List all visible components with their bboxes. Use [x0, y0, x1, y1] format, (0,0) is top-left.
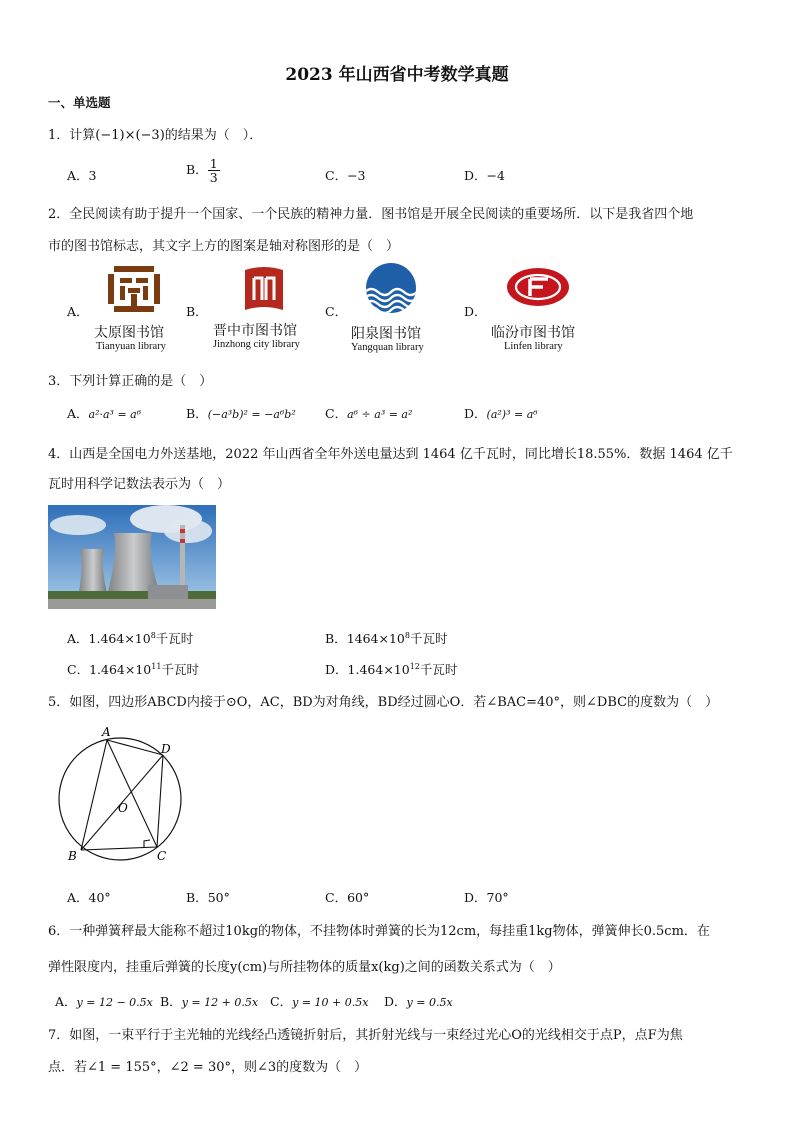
linfen-library-en: Linfen library: [504, 341, 563, 352]
option-label: B．: [186, 406, 208, 421]
option-text: 50°: [207, 890, 230, 905]
q6-stem-line2: 弹性限度内，挂重后弹簧的长度y(cm)与所挂物体的质量x(kg)之间的函数关系式为（ ）: [48, 960, 561, 975]
option-exponent: 8: [150, 630, 156, 640]
linfen-library-cn: 临汾市图书馆: [491, 325, 575, 341]
option-text: y = 10 + 0.5x: [292, 996, 369, 1009]
q3-stem: 3．下列计算正确的是（ ）: [48, 374, 213, 389]
option-text: 40°: [88, 890, 111, 905]
q3-option-a[interactable]: [67, 404, 141, 422]
q4-option-b[interactable]: [325, 629, 448, 647]
segment-bc: [81, 847, 157, 850]
q1-option-a[interactable]: [67, 166, 96, 184]
option-label: D．: [464, 890, 487, 905]
option-text: y = 12 + 0.5x: [181, 996, 259, 1009]
q6-stem-line1: 6．一种弹簧秤最大能称不超过10kg的物体，不挂物体时弹簧的长为12cm，每挂重1kg物体，弹簧伸长0.5cm．在: [48, 924, 710, 939]
option-label: D．: [325, 662, 348, 677]
q1-option-c[interactable]: [325, 166, 366, 184]
q5-option-a[interactable]: [67, 888, 111, 906]
option-exponent: 12: [409, 661, 420, 671]
point-o-label: O: [118, 801, 128, 815]
option-text: a²·a³ = a⁶: [88, 408, 142, 421]
q1-option-d[interactable]: [464, 166, 505, 184]
point-b-label: B: [68, 849, 77, 863]
q5-stem: 5．如图，四边形ABCD内接于⊙O，AC，BD为对角线，BD经过圆心O．若∠BAC=40°，则∠DBC的度数为（ ）: [48, 695, 719, 710]
q3-option-b[interactable]: [186, 404, 296, 422]
option-mantissa: 1.464×10: [347, 662, 410, 677]
option-label: C．: [325, 890, 348, 905]
q6-option-a[interactable]: [55, 992, 153, 1010]
option-text: 70°: [486, 890, 509, 905]
option-text: 60°: [347, 890, 370, 905]
segment-cd: [157, 755, 163, 847]
option-label: A．: [55, 994, 77, 1009]
option-unit: 千瓦时: [409, 631, 448, 646]
option-label: B．: [186, 890, 208, 905]
fraction-numerator: 1: [209, 156, 218, 171]
q4-stem-line1: 4．山西是全国电力外送基地，2022 年山西省全年外送电量达到 1464 亿千瓦时，同比增长18.55%．数据 1464 亿千: [48, 447, 733, 462]
option-exponent: 11: [151, 661, 162, 671]
q1-stem: 1．计算(−1)×(−3)的结果为（ ）．: [48, 128, 263, 143]
option-label: A．: [67, 890, 89, 905]
taiyuan-library-en: Tianyuan library: [96, 341, 166, 352]
option-mantissa: 1.464×10: [88, 631, 151, 646]
q6-option-b[interactable]: [160, 992, 258, 1010]
option-unit: 千瓦时: [155, 631, 194, 646]
yangquan-library-cn: 阳泉图书馆: [351, 326, 421, 342]
taiyuan-library-cn: 太原图书馆: [94, 325, 164, 341]
jinzhong-library-logo-icon: [242, 264, 286, 312]
segment-ad: [107, 740, 163, 755]
q5-option-b[interactable]: [186, 888, 230, 906]
option-label: B．: [325, 631, 347, 646]
option-label: D．: [464, 168, 487, 183]
option-label: D．: [464, 406, 487, 421]
jinzhong-library-en: Jinzhong city library: [213, 339, 300, 350]
cooling-tower-photo: [48, 505, 216, 609]
option-text: y = 0.5x: [406, 996, 453, 1009]
point-c-label: C: [157, 849, 167, 863]
option-label: B．: [186, 162, 208, 177]
page-title: 2023 年山西省中考数学真题: [285, 65, 509, 85]
option-text: −3: [347, 168, 366, 183]
q7-stem-line1: 7．如图，一束平行于主光轴的光线经凸透镜折射后，其折射光线与一束经过光心O的光线相交于点P，点F为焦: [48, 1028, 683, 1043]
q4-option-d[interactable]: [325, 660, 457, 678]
linfen-library-logo-icon: [506, 267, 570, 307]
q3-option-d[interactable]: [464, 404, 538, 422]
yangquan-library-logo-icon: [365, 262, 417, 314]
option-label: A．: [67, 406, 89, 421]
q7-stem-line2: 点．若∠1 = 155°，∠2 = 30°，则∠3的度数为（ ）: [48, 1060, 368, 1075]
q2-stem-line2: 市的图书馆标志，其文字上方的图案是轴对称图形的是（ ）: [48, 239, 400, 254]
option-label: A．: [67, 631, 89, 646]
q2-option-a-label[interactable]: A．: [67, 304, 89, 319]
yangquan-library-en: Yangquan library: [351, 342, 424, 353]
option-exponent: 8: [404, 630, 410, 640]
option-label: C．: [270, 994, 293, 1009]
q1-option-b[interactable]: [186, 157, 220, 184]
fraction: [208, 157, 220, 184]
option-label: C．: [67, 662, 90, 677]
section-heading: 一、单选题: [48, 95, 111, 110]
q4-option-c[interactable]: [67, 660, 199, 678]
q3-option-c[interactable]: [325, 404, 412, 422]
q2-option-c-label[interactable]: C．: [325, 304, 348, 319]
option-text: y = 12 − 0.5x: [76, 996, 153, 1009]
q5-option-d[interactable]: [464, 888, 509, 906]
option-label: D．: [384, 994, 407, 1009]
option-unit: 千瓦时: [419, 662, 458, 677]
q4-stem-line2: 瓦时用科学记数法表示为（ ）: [48, 477, 231, 492]
option-text: 3: [88, 168, 97, 183]
q2-option-d-label[interactable]: D．: [464, 304, 487, 319]
q6-option-c[interactable]: [270, 992, 368, 1010]
q2-stem-line1: 2．全民阅读有助于提升一个国家、一个民族的精神力量．图书馆是开展全民阅读的重要场所．以下是我省四个地: [48, 207, 694, 222]
point-d-label: D: [161, 742, 171, 756]
option-label: C．: [325, 406, 348, 421]
q5-circle-diagram: [48, 724, 188, 866]
taiyuan-library-logo-icon: [106, 264, 162, 318]
option-text: −4: [486, 168, 505, 183]
option-mantissa: 1464×10: [346, 631, 405, 646]
option-text: (a²)³ = a⁶: [486, 408, 538, 421]
option-mantissa: 1.464×10: [89, 662, 152, 677]
option-label: B．: [160, 994, 182, 1009]
option-label: A．: [67, 168, 89, 183]
option-text: a⁶ ÷ a³ = a²: [347, 408, 413, 421]
right-angle-mark: [144, 840, 150, 847]
option-unit: 千瓦时: [161, 662, 199, 677]
q5-option-c[interactable]: [325, 888, 369, 906]
segment-ac: [107, 740, 157, 847]
q2-option-b-label[interactable]: B．: [186, 304, 208, 319]
q6-option-d[interactable]: [384, 992, 453, 1010]
option-text: (−a³b)² = −a⁶b²: [207, 408, 296, 421]
q4-option-a[interactable]: [67, 629, 193, 647]
fraction-denominator: 3: [209, 170, 218, 185]
jinzhong-library-cn: 晋中市图书馆: [213, 323, 297, 339]
point-a-label: A: [102, 725, 111, 739]
option-label: C．: [325, 168, 348, 183]
segment-ab: [81, 740, 107, 850]
